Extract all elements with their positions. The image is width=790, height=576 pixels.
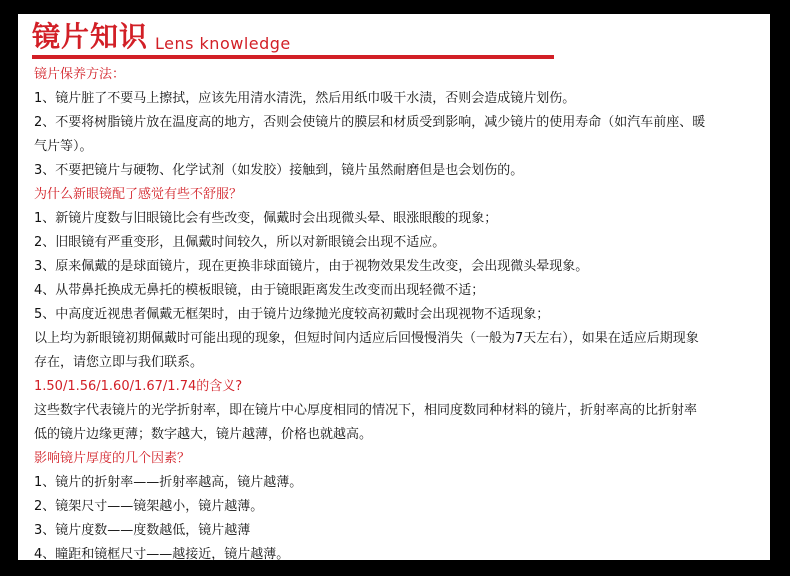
discomfort-note: 以上均为新眼镜初期佩戴时可能出现的现象，但短时间内适应后回慢慢消失（一般为7天左右），如果在适应后期现象 [34,331,699,346]
section-heading-discomfort: 为什么新眼镜配了感觉有些不舒服？ [34,187,243,202]
discomfort-item-3: 3、原来佩戴的是球面镜片，现在更换非球面镜片，由于视物效果发生改变，会出现微头晕现象。 [34,259,589,274]
title-underline [32,55,554,59]
thickness-item-3: 3、镜片度数——度数越低，镜片越薄 [34,523,251,538]
section-heading-index: 1.50/1.56/1.60/1.67/1.74的含义? [34,379,243,394]
index-text-1: 这些数字代表镜片的光学折射率，即在镜片中心厚度相同的情况下，相同度数同种材料的镜片，折射率高的比折射率 [34,403,698,418]
discomfort-item-4: 4、从带鼻托换成无鼻托的模板眼镜，由于镜眼距离发生改变而出现轻微不适； [34,283,485,298]
discomfort-note-cont: 存在，请您立即与我们联系。 [34,355,204,370]
section-heading-care: 镜片保养方法： [34,67,126,82]
thickness-item-4: 4、瞳距和镜框尺寸——越接近，镜片越薄。 [34,547,290,562]
care-item-2: 2、不要将树脂镜片放在温度高的地方，否则会使镜片的膜层和材质受到影响，减少镜片的使用寿命（如汽车前座、暖 [34,115,706,130]
discomfort-item-5: 5、中高度近视患者佩戴无框架时，由于镜片边缘抛光度较高初戴时会出现视物不适现象； [34,307,550,322]
content-panel [18,14,770,560]
page-header [32,20,754,64]
care-item-1: 1、镜片脏了不要马上擦拭，应该先用清水清洗，然后用纸巾吸干水渍，否则会造成镜片划伤。 [34,91,576,106]
article-body [34,63,762,567]
page-title: 镜片知识 [32,20,149,53]
index-text-2: 低的镜片边缘更薄；数字越大，镜片越薄，价格也就越高。 [34,427,373,442]
thickness-item-1: 1、镜片的折射率——折射率越高，镜片越薄。 [34,475,303,490]
discomfort-item-2: 2、旧眼镜有严重变形，且佩戴时间较久，所以对新眼镜会出现不适应。 [34,235,446,250]
discomfort-item-1: 1、新镜片度数与旧眼镜比会有些改变，佩戴时会出现微头晕、眼涨眼酸的现象； [34,211,498,226]
thickness-item-2: 2、镜架尺寸——镜架越小，镜片越薄。 [34,499,264,514]
section-heading-thickness: 影响镜片厚度的几个因素？ [34,451,191,466]
care-item-3: 3、不要把镜片与硬物、化学试剂（如发胶）接触到，镜片虽然耐磨但是也会划伤的。 [34,163,524,178]
page-subtitle: Lens knowledge [155,34,291,53]
care-item-2-cont: 气片等）。 [34,139,93,154]
